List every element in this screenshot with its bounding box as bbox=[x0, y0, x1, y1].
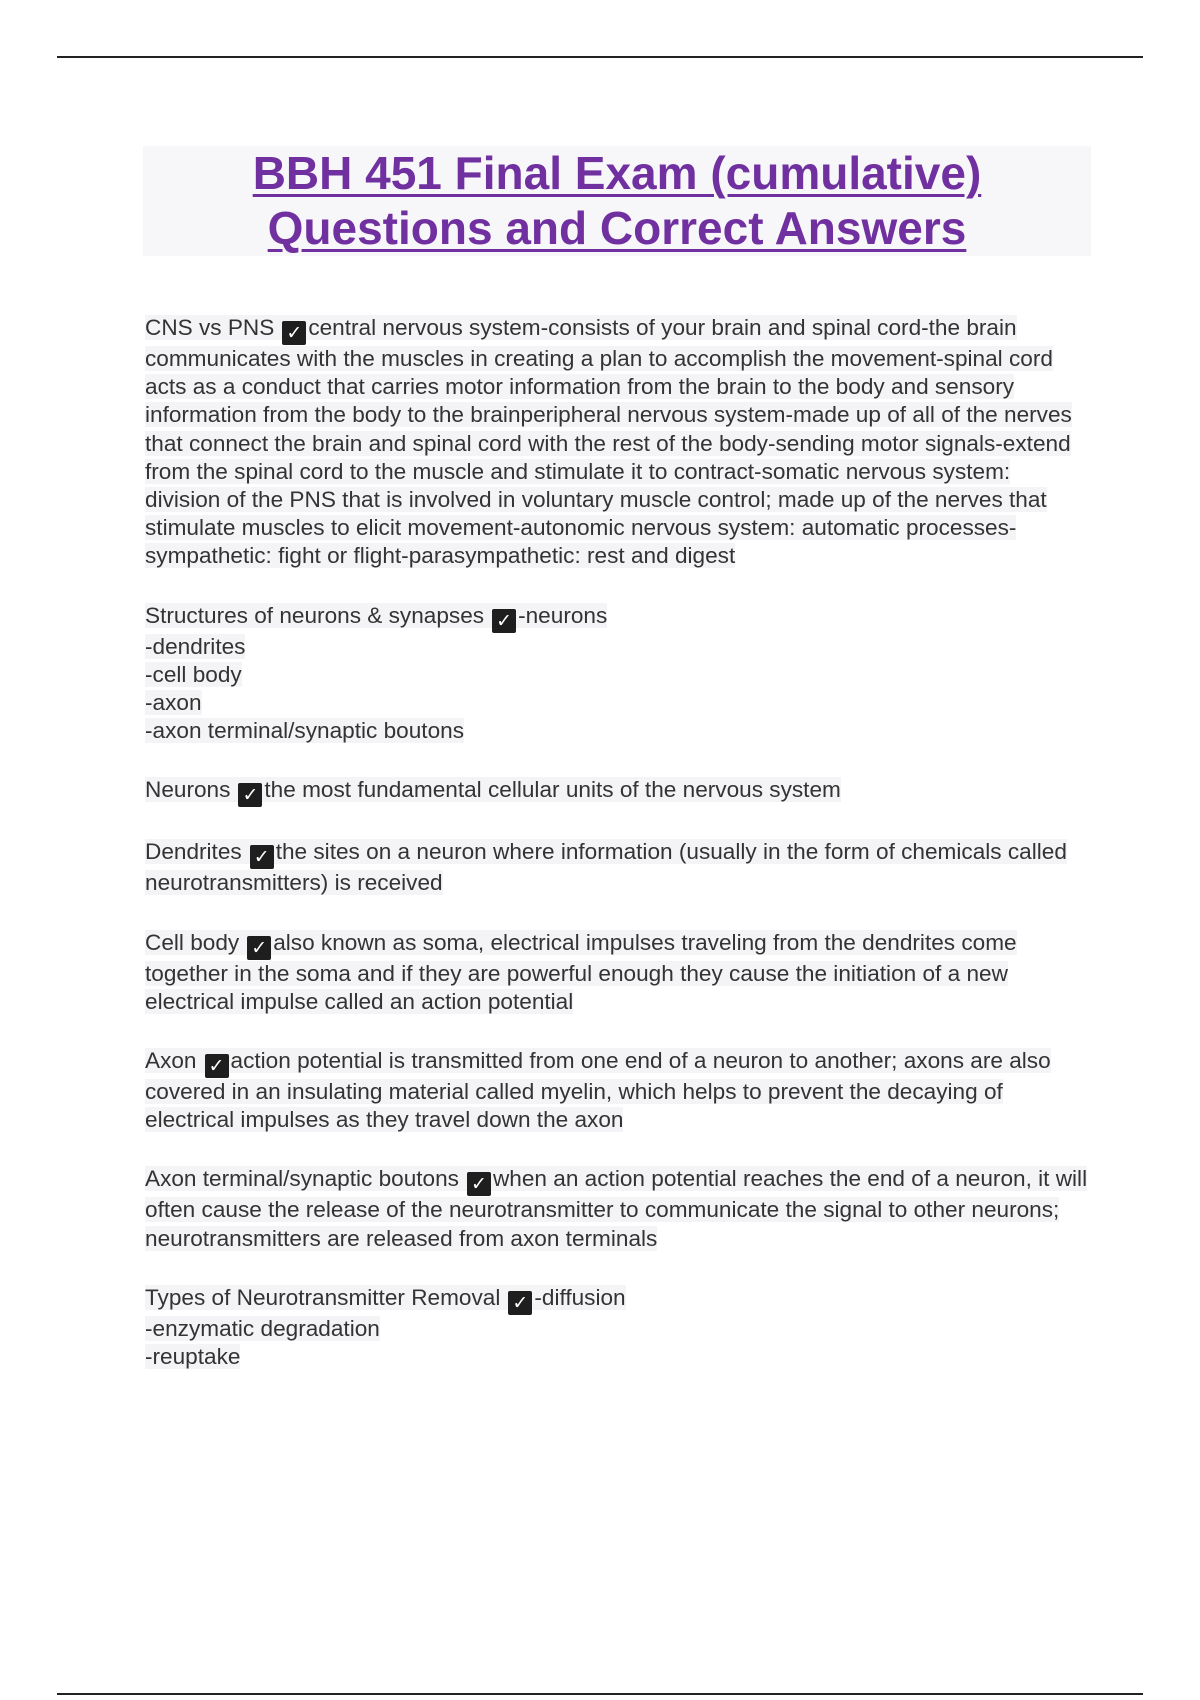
answer: when an action potential reaches the end of a neuron, it will often cause the release of the neurotransmitter to communicate the signal to other neurons; neurotransmitters are released from axon terminals bbox=[145, 1166, 1088, 1251]
term: Structures of neurons & synapses bbox=[145, 602, 485, 628]
qa-entry bbox=[145, 1284, 1090, 1371]
answer-line: -cell body bbox=[145, 661, 242, 687]
answer: -neurons bbox=[518, 602, 608, 628]
checkmark-icon: ✓ bbox=[508, 1291, 532, 1315]
qa-entry bbox=[145, 1165, 1090, 1252]
answer-line: -enzymatic degradation bbox=[145, 1315, 380, 1341]
term: CNS vs PNS bbox=[145, 315, 275, 340]
answer: -diffusion bbox=[534, 1284, 626, 1310]
term: Types of Neurotransmitter Removal bbox=[145, 1284, 501, 1310]
qa-list bbox=[145, 314, 1090, 1402]
checkmark-icon: ✓ bbox=[250, 845, 274, 869]
answer: the sites on a neuron where information (usually in the form of chemicals called neurotransmitters) is received bbox=[145, 839, 1067, 896]
term: Axon terminal/synaptic boutons bbox=[145, 1166, 459, 1192]
answer: the most fundamental cellular units of the nervous system bbox=[264, 777, 841, 803]
checkmark-icon: ✓ bbox=[467, 1172, 491, 1196]
document-title bbox=[143, 146, 1091, 256]
qa-entry bbox=[145, 776, 1090, 807]
qa-entry bbox=[145, 929, 1090, 1016]
checkmark-icon: ✓ bbox=[205, 1054, 229, 1078]
answer: also known as soma, electrical impulses traveling from the dendrites come together in the soma and if they are powerful enough they cause the initiation of a new electrical impulse called an action potential bbox=[145, 929, 1017, 1014]
checkmark-icon: ✓ bbox=[247, 936, 271, 960]
title-line-2: Questions and Correct Answers bbox=[267, 202, 967, 254]
answer-line: -dendrites bbox=[145, 633, 246, 659]
answer-line: -axon terminal/synaptic boutons bbox=[145, 718, 464, 744]
title-line-1: BBH 451 Final Exam (cumulative) bbox=[252, 147, 982, 199]
answer-line: -axon bbox=[145, 690, 202, 716]
term: Neurons bbox=[145, 777, 231, 803]
checkmark-icon: ✓ bbox=[492, 609, 516, 633]
answer-line: -reuptake bbox=[145, 1344, 241, 1370]
term: Axon bbox=[145, 1048, 197, 1074]
checkmark-icon: ✓ bbox=[238, 783, 262, 807]
term: Cell body bbox=[145, 929, 240, 955]
answer: action potential is transmitted from one end of a neuron to another; axons are also covered in an insulating material called myelin, which helps to prevent the decaying of electrical impulses as they travel down the axon bbox=[145, 1048, 1051, 1133]
top-rule bbox=[57, 56, 1143, 58]
qa-entry bbox=[145, 838, 1090, 897]
checkmark-icon: ✓ bbox=[282, 321, 306, 345]
qa-entry bbox=[145, 1047, 1090, 1134]
qa-entry bbox=[145, 314, 1090, 571]
qa-entry bbox=[145, 602, 1090, 746]
term: Dendrites bbox=[145, 839, 242, 865]
answer: central nervous system-consists of your brain and spinal cord-the brain communicates with the muscles in creating a plan to accomplish the movement-spinal cord acts as a conduct that carries motor information from the brain to the body and sensory information from the body to the brainperipheral nervous system-made up of all of the nerves that connect the brain and spinal cord with the rest of the body-sending motor signals-extend from the spinal cord to the muscle and stimulate it to contract-somatic nervous system: division of the PNS that is involved in voluntary muscle control; made up of the nerves that stimulate muscles to elicit movement-autonomic nervous system: automatic processes-sympathetic: fight or flight-parasympathetic: rest and digest bbox=[145, 315, 1072, 569]
bottom-rule bbox=[57, 1693, 1143, 1695]
